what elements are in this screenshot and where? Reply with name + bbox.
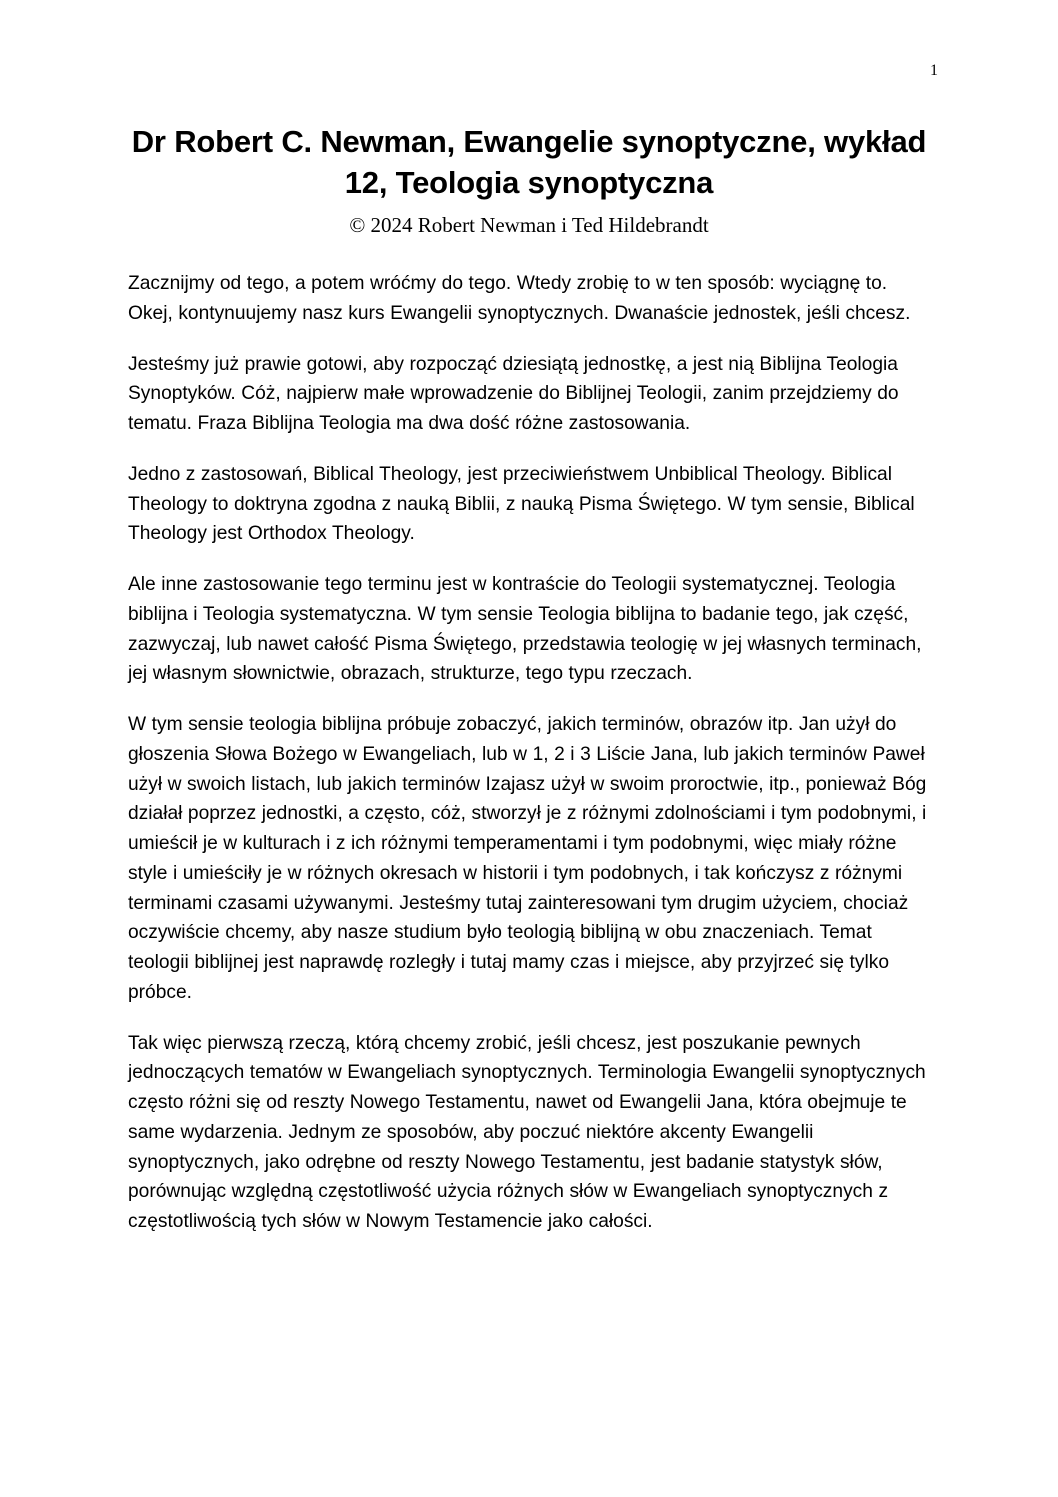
page-number: 1 bbox=[930, 62, 938, 79]
paragraph: W tym sensie teologia biblijna próbuje zobaczyć, jakich terminów, obrazów itp. Jan użył do głoszenia Słowa Bożego w Ewangeliach, lub w 1, 2 i 3 Liście Jana, lub jakich terminów Paweł użył w swoich listach, lub jakich terminów Izajasz użył w swoim proroctwie, itp., ponieważ Bóg działał poprzez jednostki, a często, cóż, stworzył je z różnymi zdolnościami i tym podobnymi, i umieścił je w kulturach i z ich różnymi temperamentami i tym podobnymi, więc miały różne style i umieściły je w różnych okresach w historii i tym podobnych, i tak kończysz z różnymi terminami czasami używanymi. Jesteśmy tutaj zainteresowani tym drugim użyciem, chociaż oczywiście chcemy, aby nasze studium było teologią biblijną w obu znaczeniach. Temat teologii biblijnej jest naprawdę rozległy i tutaj mamy czas i miejsce, aby przyjrzeć się tylko próbce. bbox=[128, 714, 927, 1003]
page-title: Dr Robert C. Newman, Ewangelie synoptyczne, wykład 12, Teologia synoptyczna bbox=[131, 124, 927, 200]
document-body bbox=[128, 269, 930, 1237]
copyright-line: © 2024 Robert Newman i Ted Hildebrandt bbox=[349, 212, 709, 237]
paragraph: Jedno z zastosowań, Biblical Theology, jest przeciwieństwem Unbiblical Theology. Biblical Theology to doktryna zgodna z nauką Biblii, z nauką Pisma Świętego. W tym sensie, Biblical Theology jest Orthodox Theology. bbox=[128, 463, 915, 545]
paragraph: Ale inne zastosowanie tego terminu jest w kontraście do Teologii systematycznej. Teologia biblijna i Teologia systematyczna. W tym sensie Teologia biblijna to badanie tego, jak część, zazwyczaj, lub nawet całość Pisma Świętego, przedstawia teologię w jej własnych terminach, jej własnym słownictwie, obrazach, strukturze, tego typu rzeczach. bbox=[128, 574, 922, 685]
paragraph: Jesteśmy już prawie gotowi, aby rozpocząć dziesiątą jednostkę, a jest nią Biblijna Teologia Synoptyków. Cóż, najpierw małe wprowadzenie do Biblijnej Teologii, zanim przejdziemy do tematu. Fraza Biblijna Teologia ma dwa dość różne zastosowania. bbox=[128, 353, 899, 435]
paragraph: Zacznijmy od tego, a potem wróćmy do tego. Wtedy zrobię to w ten sposób: wyciągnę to. Okej, kontynuujemy nasz kurs Ewangelii synoptycznych. Dwanaście jednostek, jeśli chcesz. bbox=[128, 273, 911, 324]
paragraph: Tak więc pierwszą rzeczą, którą chcemy zrobić, jeśli chcesz, jest poszukanie pewnych jednoczących tematów w Ewangeliach synoptycznych. Terminologia Ewangelii synoptycznych często różni się od reszty Nowego Testamentu, nawet od Ewangelii Jana, która obejmuje te same wydarzenia. Jednym ze sposobów, aby poczuć niektóre akcenty Ewangelii synoptycznych, jako odrębne od reszty Nowego Testamentu, jest badanie statystyk słów, porównując względną częstotliwość użycia różnych słów w Ewangeliach synoptycznych z częstotliwością tych słów w Nowym Testamencie jako całości. bbox=[128, 1032, 926, 1233]
